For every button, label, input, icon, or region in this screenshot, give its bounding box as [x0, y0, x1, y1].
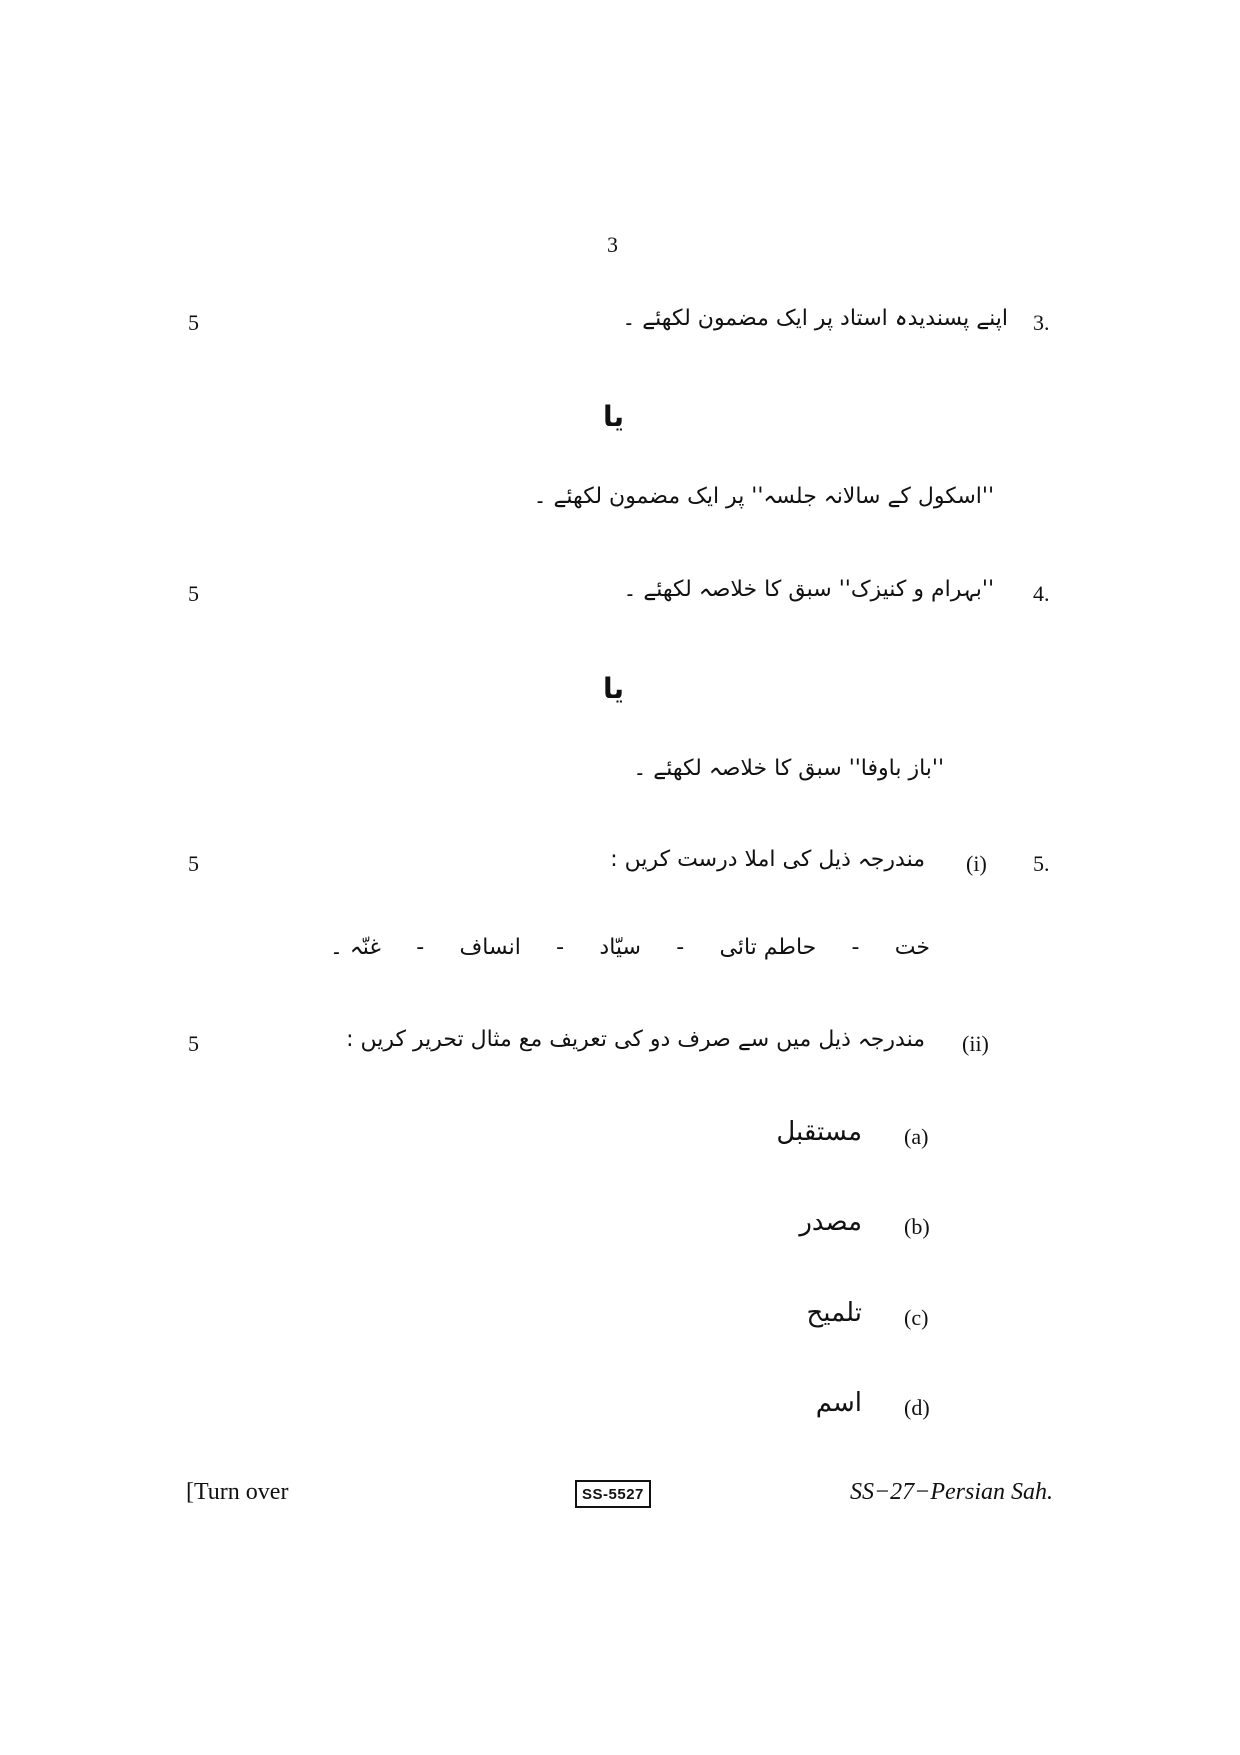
- option-a-label: (a): [904, 1124, 929, 1149]
- option-c-label: (c): [904, 1305, 929, 1330]
- q4-marks: 5: [188, 581, 199, 606]
- q5i-text: مندرجہ ذیل کی املا درست کریں :: [610, 847, 925, 872]
- paper-title: SS−27−Persian Sah.: [849, 1479, 1053, 1505]
- q5ii-marks: 5: [188, 1031, 199, 1056]
- q3-number: 3.: [1033, 310, 1050, 335]
- option-b-text: مصدر: [799, 1207, 862, 1237]
- word-5: غنّہ ۔: [330, 935, 381, 960]
- q5i-marks: 5: [188, 851, 199, 876]
- q3-marks: 5: [188, 310, 199, 335]
- q3-alternative: ''اسکول کے سالانہ جلسہ'' پر ایک مضمون لکھئے ۔: [533, 484, 994, 509]
- q4-alternative: ''باز باوفا'' سبق کا خلاصہ لکھئے ۔: [633, 756, 944, 781]
- option-d-label: (d): [904, 1395, 930, 1420]
- word-1: خت: [894, 935, 930, 960]
- q5i-label: (i): [966, 851, 987, 876]
- word-dash-4: -: [416, 935, 425, 960]
- option-b-label: (b): [904, 1214, 930, 1239]
- q4-number: 4.: [1033, 581, 1050, 606]
- word-dash-1: -: [851, 935, 860, 960]
- q3-text: اپنے پسندیدہ استاد پر ایک مضمون لکھئے ۔: [622, 306, 1008, 331]
- misspelled-words-row: [330, 935, 930, 960]
- option-d-text: اسم: [815, 1388, 862, 1418]
- turn-over-label: [Turn over: [186, 1479, 289, 1505]
- q3-or-label: یا: [603, 400, 625, 433]
- page-number: 3: [607, 232, 618, 257]
- word-dash-3: -: [556, 935, 565, 960]
- word-4: انساف: [459, 935, 521, 960]
- q5-number: 5.: [1033, 851, 1050, 876]
- q4-text: ''بہرام و کنیزک'' سبق کا خلاصہ لکھئے ۔: [623, 577, 994, 602]
- paper-code-box: SS-5527: [575, 1480, 651, 1508]
- word-2: حاطم تائی: [719, 935, 817, 960]
- q4-or-label: یا: [603, 672, 625, 705]
- word-3: سیّاد: [599, 935, 641, 960]
- option-c-text: تلمیح: [806, 1298, 862, 1328]
- option-a-text: مستقبل: [776, 1117, 862, 1147]
- word-dash-2: -: [676, 935, 685, 960]
- q5ii-label: (ii): [962, 1031, 989, 1056]
- q5ii-text: مندرجہ ذیل میں سے صرف دو کی تعریف مع مثال تحریر کریں :: [346, 1027, 925, 1052]
